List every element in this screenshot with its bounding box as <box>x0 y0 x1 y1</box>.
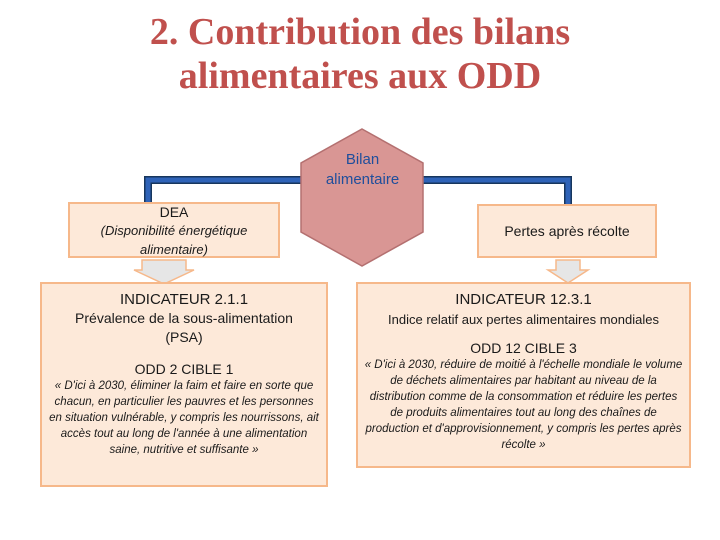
right-connector <box>405 180 568 204</box>
hexagon-label <box>305 150 420 190</box>
right-odd-text: « D'ici à 2030, réduire de moitié à l'échelle mondiale le volume de déchets alimentaires par habitant au niveau de la distribution comme de la consommation et réduire les pertes de produits alimentaires tout au long des chaînes de production et d'approvisionnement, y compris les pertes après récolte » <box>364 359 683 451</box>
dea-label: DEA <box>159 204 189 220</box>
title-line-2: alimentaires aux ODD <box>178 55 542 97</box>
pertes-box <box>477 204 657 258</box>
dea-sublabel-line-1: (Disponibilité énergétique <box>100 223 248 238</box>
right-odd-title: ODD 12 CIBLE 3 <box>470 340 577 356</box>
left-indicator-title: INDICATEUR 2.1.1 <box>119 291 249 308</box>
right-down-arrow <box>548 260 588 283</box>
hexagon-label-line-2: alimentaire <box>325 171 400 188</box>
right-indicator-name: Indice relatif aux pertes alimentaires mondiales <box>388 312 659 327</box>
hexagon-label-line-1: Bilan <box>345 151 380 168</box>
left-connector <box>148 180 322 202</box>
left-indicator-name-line-1: Prévalence de la sous-alimentation <box>75 310 293 326</box>
right-indicator-title: INDICATEUR 12.3.1 <box>455 291 592 308</box>
left-indicator-name-line-2: (PSA) <box>165 329 203 345</box>
right-indicator-box <box>356 282 691 468</box>
left-down-arrow <box>134 260 194 284</box>
left-odd-title: ODD 2 CIBLE 1 <box>134 361 234 377</box>
pertes-label: Pertes après récolte <box>504 223 630 239</box>
dea-box <box>68 202 280 258</box>
title-line-1: 2. Contribution des bilans <box>149 11 571 53</box>
dea-sublabel-line-2: alimentaire) <box>140 242 208 257</box>
left-indicator-box <box>40 282 328 487</box>
left-odd-text: « D'ici à 2030, éliminer la faim et faire en sorte que chacun, en particulier les pauvres et les personnes en situation vulnérable, y compris les nourrissons, ait accès tout au long de l'année à une alimentation saine, nutritive et suffisante » <box>49 380 319 456</box>
